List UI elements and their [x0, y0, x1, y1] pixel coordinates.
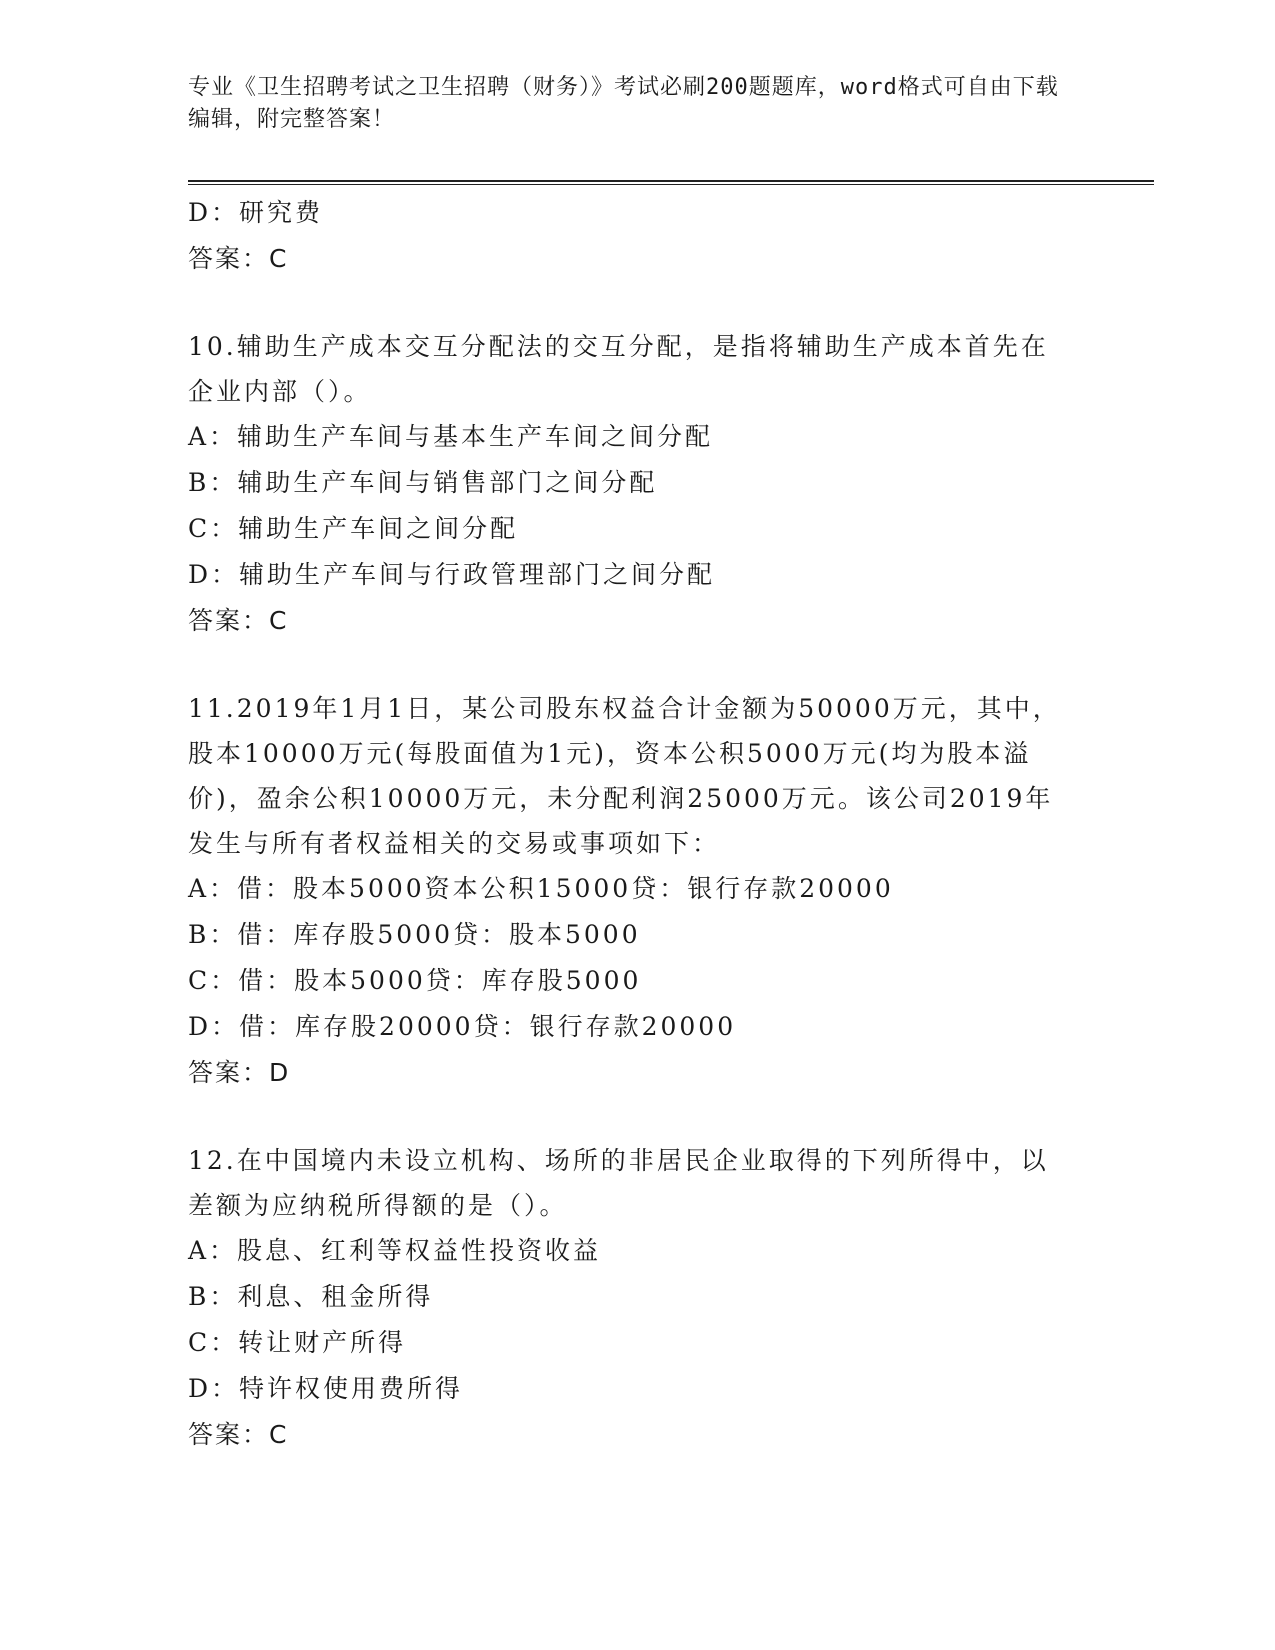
question-stem: 10.辅助生产成本交互分配法的交互分配，是指将辅助生产成本首先在企业内部（）。	[188, 332, 1049, 406]
spacer	[188, 1096, 1088, 1138]
option-d: D：特许权使用费所得	[188, 1374, 464, 1403]
option-a: A：借：股本5000资本公积15000贷：银行存款20000	[188, 874, 894, 903]
header-rule-thick	[188, 180, 1154, 182]
question-stem: 12.在中国境内未设立机构、场所的非居民企业取得的下列所得中，以差额为应纳税所得额的是（）。	[188, 1146, 1049, 1220]
answer-label: 答案：C	[188, 1420, 289, 1449]
spacer	[188, 644, 1088, 686]
document-header: 专业《卫生招聘考试之卫生招聘（财务）》考试必刷200题题库，word格式可自由下载编辑，附完整答案！	[188, 75, 1059, 132]
option-d: D：辅助生产车间与行政管理部门之间分配	[188, 560, 716, 589]
header-rule-thin	[188, 184, 1154, 185]
option-b: B：利息、租金所得	[188, 1282, 434, 1311]
option-d: D：借：库存股20000贷：银行存款20000	[188, 1012, 737, 1041]
option-c: C：借：股本5000贷：库存股5000	[188, 966, 642, 995]
option-b: B：借：库存股5000贷：股本5000	[188, 920, 641, 949]
question-11	[188, 686, 1088, 1096]
option-a: A：辅助生产车间与基本生产车间之间分配	[188, 422, 714, 451]
question-content	[188, 190, 1088, 1458]
answer-label: 答案：C	[188, 606, 289, 635]
question-10	[188, 324, 1088, 644]
prev-option-d: D：研究费	[188, 198, 324, 227]
option-b: B：辅助生产车间与销售部门之间分配	[188, 468, 658, 497]
answer-label: 答案：D	[188, 1058, 291, 1087]
question-stem: 11.2019年1月1日，某公司股东权益合计金额为50000万元，其中，股本10000万元(每股面值为1元)，资本公积5000万元(均为股本溢价)，盈余公积10000万元，未分配利润25000万元。该公司2019年发生与所有者权益相关的交易或事项如下：	[188, 694, 1061, 858]
prev-answer: 答案：C	[188, 244, 289, 273]
spacer	[188, 282, 1088, 324]
option-c: C：转让财产所得	[188, 1328, 407, 1357]
question-12	[188, 1138, 1088, 1458]
option-a: A：股息、红利等权益性投资收益	[188, 1236, 602, 1265]
option-c: C：辅助生产车间之间分配	[188, 514, 519, 543]
